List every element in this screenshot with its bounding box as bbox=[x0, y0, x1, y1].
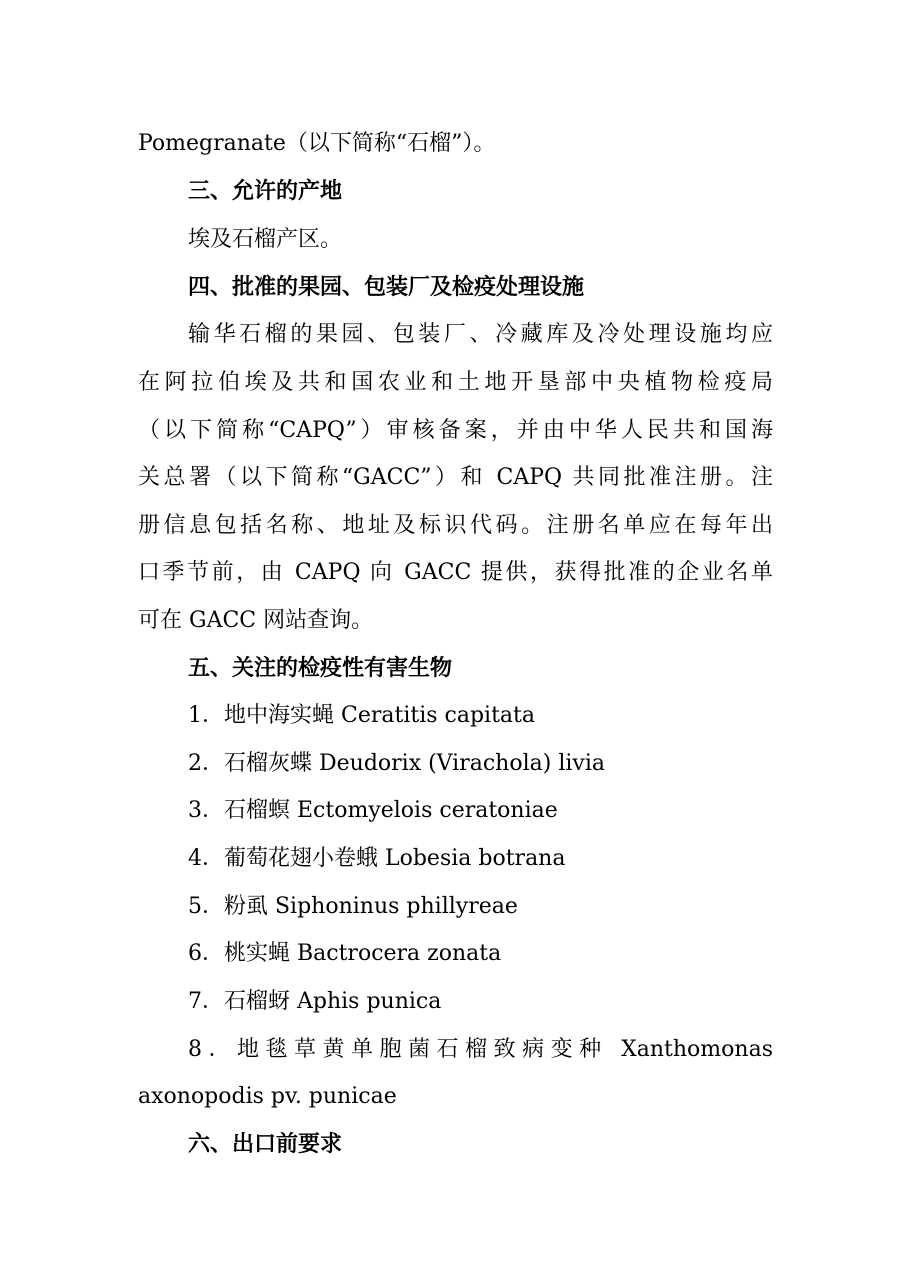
pest-list-item: 5．粉虱 Siphoninus phillyreae bbox=[188, 894, 518, 919]
pest-list-item: 6．桃实蝇 Bactrocera zonata bbox=[188, 941, 502, 966]
section-4-line: 口季节前，由 CAPQ 向 GACC 提供，获得批准的企业名单 bbox=[138, 560, 773, 585]
pest-list-item-continuation: axonopodis pv. punicae bbox=[138, 1084, 397, 1109]
pest-list-item: 7．石榴蚜 Aphis punica bbox=[188, 989, 442, 1014]
section-3-body: 埃及石榴产区。 bbox=[188, 227, 343, 252]
pest-list-item: 1．地中海实蝇 Ceratitis capitata bbox=[188, 703, 535, 728]
pest-list-item: 8．地毯草黄单胞菌石榴致病变种 Xanthomonas bbox=[188, 1037, 773, 1062]
intro-line: Pomegranate（以下简称“石榴”）。 bbox=[138, 131, 496, 156]
pest-list-item: 2．石榴灰蝶 Deudorix (Virachola) livia bbox=[188, 751, 605, 776]
section-4-line: 可在 GACC 网站查询。 bbox=[138, 608, 374, 633]
section-6-heading: 六、出口前要求 bbox=[188, 1132, 343, 1157]
section-5-heading: 五、关注的检疫性有害生物 bbox=[188, 656, 453, 681]
section-4-line: 关总署（以下简称“GACC”）和 CAPQ 共同批准注册。注 bbox=[138, 465, 773, 490]
section-4-line: 册信息包括名称、地址及标识代码。注册名单应在每年出 bbox=[138, 513, 773, 538]
pest-list-item: 3．石榴螟 Ectomyelois ceratoniae bbox=[188, 798, 558, 823]
section-3-heading: 三、允许的产地 bbox=[188, 179, 343, 204]
section-4-line: 输华石榴的果园、包装厂、冷藏库及冷处理设施均应 bbox=[188, 322, 773, 347]
section-4-line: 在阿拉伯埃及共和国农业和土地开垦部中央植物检疫局 bbox=[138, 370, 773, 395]
section-4-line: （以下简称“CAPQ”）审核备案，并由中华人民共和国海 bbox=[138, 418, 773, 443]
pest-list-item: 4．葡萄花翅小卷蛾 Lobesia botrana bbox=[188, 846, 566, 871]
section-4-heading: 四、批准的果园、包装厂及检疫处理设施 bbox=[188, 275, 585, 300]
